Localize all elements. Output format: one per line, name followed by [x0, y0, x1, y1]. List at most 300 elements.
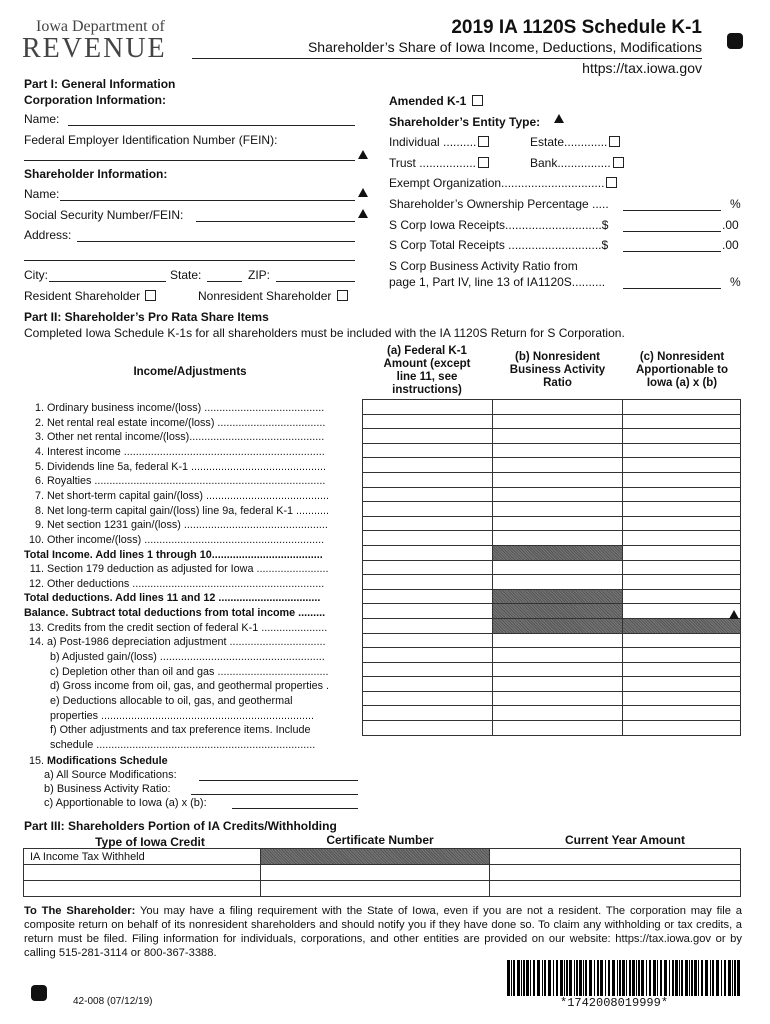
line-text: f) Other adjustments and tax preference items. Include	[47, 724, 311, 737]
income-line-label	[24, 401, 358, 415]
table-row	[363, 604, 741, 619]
shareholder-info-heading: Shareholder Information:	[24, 167, 168, 181]
barcode-bar	[653, 960, 656, 996]
amount-cell[interactable]	[363, 633, 493, 648]
shaded-cell	[492, 604, 623, 619]
ssn-field[interactable]	[196, 221, 355, 222]
col-a-line: Amount (except	[383, 358, 471, 370]
barcode	[507, 960, 741, 996]
amount-cell[interactable]	[623, 691, 741, 706]
income-line-label	[24, 533, 358, 547]
credit-type-cell[interactable]	[24, 865, 261, 881]
barcode-bar	[576, 960, 578, 996]
income-line-label	[24, 445, 358, 459]
income-line-label	[24, 723, 358, 737]
line-text: properties .......................................................................	[47, 709, 314, 722]
barcode-bar	[594, 960, 595, 996]
income-line-label	[24, 679, 358, 693]
ssn-label: Social Security Number/FEIN:	[24, 208, 184, 222]
amount-cell[interactable]	[363, 662, 493, 677]
line-number: 5.	[34, 460, 44, 473]
line-text: Royalties .............................................................................	[47, 475, 326, 488]
amount-cell[interactable]	[492, 458, 623, 473]
table-row	[363, 516, 741, 531]
table-row	[363, 545, 741, 560]
line-text: Interest income ...................................................................	[47, 445, 325, 458]
barcode-bar	[564, 960, 565, 996]
amount-cell[interactable]	[623, 662, 741, 677]
line-number: 3.	[34, 431, 44, 444]
exempt-checkbox[interactable]	[606, 177, 617, 188]
col-type-header: Type of Iowa Credit	[95, 835, 205, 849]
barcode-bar	[523, 960, 525, 996]
line-number: 1.	[34, 402, 44, 414]
part2-title: Part II: Shareholder’s Pro Rata Share Items	[24, 310, 269, 324]
shaded-cell	[492, 545, 623, 560]
amount-cell[interactable]	[492, 691, 623, 706]
table-row	[363, 633, 741, 648]
line-number: 13.	[28, 621, 44, 634]
notice-label: To The Shareholder:	[24, 905, 136, 917]
mod-c-label: c) Apportionable to Iowa (a) x (b):	[44, 797, 207, 809]
ratio-field[interactable]	[623, 288, 721, 289]
amount-cell[interactable]	[623, 633, 741, 648]
table-row	[363, 502, 741, 517]
certificate-cell[interactable]	[260, 881, 490, 897]
title-rule	[192, 58, 702, 59]
form-subtitle: Shareholder’s Share of Iowa Income, Deductions, Modifications	[307, 39, 702, 55]
amount-cell[interactable]	[623, 706, 741, 721]
barcode-text: *1742008019999*	[560, 996, 669, 1010]
amount-cell[interactable]	[490, 849, 741, 865]
table-row	[363, 487, 741, 502]
amount-cell[interactable]	[363, 545, 493, 560]
income-line-label	[24, 460, 358, 474]
amount-cell[interactable]	[363, 604, 493, 619]
income-line-label	[24, 635, 358, 649]
corp-info-heading: Corporation Information:	[24, 93, 166, 107]
table-row	[24, 865, 741, 881]
barcode-bar	[669, 960, 670, 996]
amount-cell[interactable]	[363, 429, 493, 444]
amount-cell[interactable]	[492, 487, 623, 502]
col-b-line: (b) Nonresident	[515, 351, 600, 363]
amount-cell[interactable]	[363, 487, 493, 502]
line-number: 2.	[34, 416, 44, 429]
part3-title: Part III: Shareholders Portion of IA Credits/Withholding	[24, 819, 337, 833]
amount-cell[interactable]	[492, 531, 623, 546]
barcode-bar	[569, 960, 572, 996]
col-b-line: Ratio	[543, 377, 572, 389]
agency-name-big: REVENUE	[22, 33, 167, 64]
barcode-bar	[694, 960, 697, 996]
state-label: State:	[170, 268, 202, 282]
line-text: Net rental real estate income/(loss) ....................................	[47, 416, 326, 429]
amount-cell[interactable]	[492, 400, 623, 415]
barcode-bar	[553, 960, 554, 996]
table-row	[363, 458, 741, 473]
barcode-bar	[632, 960, 635, 996]
entity-exempt[interactable]	[389, 176, 617, 190]
amount-cell[interactable]	[492, 633, 623, 648]
amount-cell[interactable]	[492, 677, 623, 692]
shaded-cell	[623, 618, 741, 633]
line-text: Net long-term capital gain/(loss) line 9a, federal K-1 ...........	[47, 504, 330, 517]
income-line-label	[24, 416, 358, 430]
col-b-line: Business Activity	[509, 364, 606, 376]
part1-title: Part I: General Information	[24, 77, 176, 91]
barcode-bar	[574, 960, 575, 996]
amount-cell[interactable]	[363, 531, 493, 546]
credit-type-text: IA Income Tax Withheld	[30, 850, 145, 863]
table-row	[363, 472, 741, 487]
mod-title	[24, 754, 358, 768]
amount-cell[interactable]	[623, 472, 741, 487]
amount-cell[interactable]	[623, 487, 741, 502]
amount-cell[interactable]	[492, 516, 623, 531]
amount-cell[interactable]	[492, 429, 623, 444]
state-field[interactable]	[207, 281, 242, 282]
barcode-bar	[542, 960, 543, 996]
line-text: Net section 1231 gain/(loss) ................................................	[47, 519, 328, 532]
barcode-bar	[638, 960, 640, 996]
barcode-bar	[712, 960, 714, 996]
amount-cell[interactable]	[363, 648, 493, 663]
sh-name-field[interactable]	[60, 200, 355, 201]
income-line-label	[24, 738, 358, 752]
barcode-bar	[517, 960, 520, 996]
col-cert-header: Certificate Number	[326, 833, 434, 847]
barcode-bar	[675, 960, 678, 996]
barcode-bar	[734, 960, 736, 996]
amount-cell[interactable]	[363, 443, 493, 458]
barcode-bar	[617, 960, 618, 996]
ratio-unit: %	[730, 275, 741, 289]
barcode-bar	[530, 960, 531, 996]
barcode-bar	[619, 960, 621, 996]
nonresident-option[interactable]	[198, 289, 348, 303]
mod-b-field[interactable]	[191, 794, 358, 795]
amount-cell[interactable]	[363, 706, 493, 721]
table-row	[363, 429, 741, 444]
ownership-unit: %	[730, 197, 741, 211]
income-line-label	[24, 548, 358, 562]
zip-label: ZIP:	[248, 268, 271, 282]
table-row	[363, 589, 741, 604]
table-row	[363, 691, 741, 706]
barcode-bar	[605, 960, 606, 996]
mod-b-label: b) Business Activity Ratio:	[44, 783, 171, 795]
col-c-line: Apportionable to	[636, 364, 728, 376]
shareholder-notice	[24, 904, 742, 960]
amount-cell[interactable]	[363, 414, 493, 429]
income-line-label	[24, 562, 358, 576]
line-number: 8.	[34, 504, 44, 517]
line-number: 7.	[34, 489, 44, 502]
certificate-cell[interactable]	[260, 865, 490, 881]
amount-cell[interactable]	[623, 400, 741, 415]
amount-cell[interactable]	[623, 545, 741, 560]
estate-checkbox[interactable]	[609, 136, 620, 147]
line-text: schedule .........................................................................	[47, 738, 316, 751]
table-row	[363, 560, 741, 575]
barcode-bar	[589, 960, 592, 996]
barcode-bar	[721, 960, 722, 996]
barcode-bar	[636, 960, 637, 996]
amount-cell[interactable]	[492, 443, 623, 458]
part2-note: Completed Iowa Schedule K-1s for all shareholders must be included with the IA 1120S Return for S Corporation.	[24, 326, 625, 340]
warning-triangle-icon	[729, 610, 739, 619]
total-receipts-field[interactable]	[623, 251, 721, 252]
line-number: 9.	[34, 519, 44, 532]
barcode-bar	[679, 960, 680, 996]
line-text: c) Depletion other than oil and gas .....................................	[47, 665, 329, 678]
line-text: Dividends line 5a, federal K-1 .............................................	[47, 460, 327, 473]
amount-cell[interactable]	[363, 560, 493, 575]
amount-cell[interactable]	[363, 589, 493, 604]
income-line-label	[24, 474, 358, 488]
barcode-bar	[737, 960, 740, 996]
iowa-receipts-label: S Corp Iowa Receipts.............................$	[389, 218, 609, 232]
fein-field[interactable]	[24, 160, 355, 161]
barcode-bar	[548, 960, 551, 996]
amount-cell[interactable]	[623, 560, 741, 575]
amount-cell[interactable]	[490, 865, 741, 881]
barcode-bar	[691, 960, 693, 996]
amount-cell[interactable]	[492, 575, 623, 590]
table-row	[24, 849, 741, 865]
amount-cell[interactable]	[623, 516, 741, 531]
iowa-receipts-field[interactable]	[623, 231, 721, 232]
barcode-bar	[511, 960, 512, 996]
income-line-label	[24, 694, 358, 708]
amount-cell[interactable]	[492, 662, 623, 677]
amount-cell[interactable]	[623, 502, 741, 517]
line-text: d) Gross income from oil, gas, and geothermal properties .	[47, 680, 330, 693]
entity-individual[interactable]	[389, 135, 489, 149]
amount-cell[interactable]	[623, 443, 741, 458]
line-number: 10.	[28, 533, 44, 546]
barcode-bar	[544, 960, 546, 996]
barcode-bar	[533, 960, 535, 996]
col-a-line: (a) Federal K-1	[387, 345, 467, 357]
amount-cell[interactable]	[492, 472, 623, 487]
barcode-bar	[585, 960, 587, 996]
corp-name-label: Name:	[24, 112, 60, 126]
entity-bank[interactable]	[530, 156, 624, 170]
line-number: 11.	[29, 563, 44, 576]
amended-label: Amended K-1	[389, 94, 467, 108]
income-line-label	[24, 621, 358, 635]
income-line-label	[24, 591, 358, 605]
table-row	[363, 575, 741, 590]
barcode-bar	[583, 960, 584, 996]
col-b-header	[492, 351, 623, 390]
line-text: Ordinary business income/(loss) ........................................	[47, 402, 325, 414]
trust-checkbox[interactable]	[478, 157, 489, 168]
col-c-line: (c) Nonresident	[639, 351, 725, 363]
amount-cell[interactable]	[363, 721, 493, 736]
resident-checkbox[interactable]	[145, 290, 156, 301]
col-income-header: Income/Adjustments	[133, 366, 247, 378]
warning-triangle-icon	[554, 114, 564, 123]
line-text: Credits from the credit section of federal K-1 ......................	[47, 621, 328, 634]
amount-cell[interactable]	[492, 414, 623, 429]
barcode-bar	[513, 960, 515, 996]
barcode-bar	[597, 960, 599, 996]
barcode-bar	[701, 960, 703, 996]
amount-cell[interactable]	[363, 400, 493, 415]
address-field-1[interactable]	[77, 241, 355, 242]
barcode-bar	[646, 960, 647, 996]
address-label: Address:	[24, 228, 72, 242]
barcode-bar	[716, 960, 719, 996]
individual-checkbox[interactable]	[478, 136, 489, 147]
barcode-bar	[608, 960, 610, 996]
certificate-cell-shaded	[260, 849, 490, 865]
form-number: 42-008 (07/12/19)	[73, 996, 153, 1007]
fein-label: Federal Employer Identification Number (FEIN):	[24, 133, 278, 147]
entity-estate[interactable]	[530, 135, 620, 149]
barcode-bar	[507, 960, 510, 996]
barcode-bar	[698, 960, 699, 996]
barcode-bar	[556, 960, 558, 996]
amount-cell[interactable]	[492, 706, 623, 721]
credit-type-cell[interactable]	[24, 881, 261, 897]
exempt-label: Exempt Organization...............................	[389, 176, 605, 190]
resident-label: Resident Shareholder	[24, 289, 141, 303]
individual-label: Individual ..........	[389, 135, 477, 149]
total-receipts-cents: .00	[722, 238, 739, 252]
table-row	[363, 706, 741, 721]
amount-cell[interactable]	[492, 721, 623, 736]
website: https://tax.iowa.gov	[582, 60, 702, 76]
ratio-label-2: page 1, Part IV, line 13 of IA1120S..........	[389, 275, 606, 289]
line-text: e) Deductions allocable to oil, gas, and geothermal	[47, 695, 293, 707]
amount-cell[interactable]	[623, 531, 741, 546]
line-number: 4.	[34, 445, 44, 458]
barcode-bar	[710, 960, 711, 996]
line-text: Balance. Subtract total deductions from total income .........	[24, 607, 326, 620]
col-amount-header: Current Year Amount	[564, 833, 686, 847]
barcode-bar	[657, 960, 658, 996]
barcode-bar	[526, 960, 529, 996]
amount-cell[interactable]	[623, 604, 741, 619]
table-row	[363, 721, 741, 736]
ownership-field[interactable]	[623, 210, 721, 211]
barcode-bar	[660, 960, 662, 996]
address-field-2[interactable]	[24, 260, 355, 261]
income-line-label	[24, 606, 358, 620]
amount-cell[interactable]	[623, 648, 741, 663]
amount-cell[interactable]	[363, 472, 493, 487]
line-text: Other income/(loss) ............................................................	[47, 533, 325, 546]
trust-label: Trust .................	[389, 156, 476, 170]
amount-cell[interactable]	[623, 458, 741, 473]
col-a-header	[362, 345, 492, 397]
income-line-label	[24, 504, 358, 518]
ratio-label-1: S Corp Business Activity Ratio from	[389, 259, 578, 273]
total-receipts-label: S Corp Total Receipts ............................$	[389, 238, 609, 252]
amount-cell[interactable]	[363, 618, 493, 633]
mod-a-field[interactable]	[199, 780, 358, 781]
zip-field[interactable]	[276, 281, 355, 282]
nonresident-checkbox[interactable]	[337, 290, 348, 301]
line-text: Other deductions ................................................................	[47, 577, 325, 590]
barcode-bar	[649, 960, 651, 996]
amount-cell[interactable]	[623, 575, 741, 590]
amount-cell[interactable]	[623, 414, 741, 429]
barcode-bar	[681, 960, 683, 996]
amount-cell[interactable]	[490, 881, 741, 897]
bank-checkbox[interactable]	[613, 157, 624, 168]
warning-triangle-icon	[358, 209, 368, 218]
amount-cell[interactable]	[623, 429, 741, 444]
amount-cell[interactable]	[623, 677, 741, 692]
line-text: a) Post-1986 depreciation adjustment ................................	[47, 636, 326, 649]
amount-cell[interactable]	[363, 677, 493, 692]
col-a-line: line 11, see	[396, 371, 458, 383]
resident-option[interactable]	[24, 289, 156, 303]
credit-type-cell[interactable]	[24, 849, 261, 865]
line-text: b) Adjusted gain/(loss) .......................................................	[47, 651, 325, 664]
barcode-bar	[705, 960, 708, 996]
income-line-label	[24, 709, 358, 723]
amount-cell[interactable]	[363, 691, 493, 706]
amount-cell[interactable]	[492, 648, 623, 663]
amount-cell[interactable]	[492, 502, 623, 517]
bank-label: Bank................	[530, 156, 611, 170]
line-number: 6.	[34, 475, 44, 488]
notice-text: You may have a filing requirement with the State of Iowa, even if you are not a resident. The corporation may file a composite return on behalf of its nonresident shareholders and should notify you if they have done so. To claim any withholding or tax credits, a return must be filed. Filing information for individuals, corporations, and other entities are provided on our website: https://tax.iowa.gov or by calling 515-281-3114 or 800-367-3388.	[24, 905, 743, 959]
barcode-bar	[629, 960, 631, 996]
table-row	[363, 648, 741, 663]
line-text: Total deductions. Add lines 11 and 12 ..................................	[24, 592, 321, 605]
table-row	[363, 677, 741, 692]
amount-cell[interactable]	[623, 589, 741, 604]
iowa-receipts-cents: .00	[722, 218, 739, 232]
city-field[interactable]	[49, 281, 166, 282]
barcode-bar	[732, 960, 733, 996]
amount-cell[interactable]	[363, 575, 493, 590]
amount-cell[interactable]	[363, 502, 493, 517]
income-line-label	[24, 650, 358, 664]
barcode-bar	[664, 960, 667, 996]
barcode-bar	[560, 960, 563, 996]
col-c-line: Iowa (a) x (b)	[646, 377, 718, 389]
amount-cell[interactable]	[363, 516, 493, 531]
col-c-header	[623, 351, 741, 390]
line-text: Net short-term capital gain/(loss) .........................................	[47, 489, 329, 502]
barcode-bar	[672, 960, 674, 996]
amount-cell[interactable]	[492, 560, 623, 575]
corp-name-field[interactable]	[68, 125, 355, 126]
amount-cell[interactable]	[363, 458, 493, 473]
mod-c-field[interactable]	[232, 808, 358, 809]
amended-checkbox[interactable]	[472, 95, 483, 106]
table-row	[24, 881, 741, 897]
line-number: 12.	[28, 577, 44, 590]
shaded-cell	[492, 618, 623, 633]
barcode-bar	[685, 960, 688, 996]
mod-title-text: Modifications Schedule	[47, 755, 168, 767]
amount-cell[interactable]	[623, 721, 741, 736]
income-line-label	[24, 430, 358, 444]
barcode-bar	[626, 960, 627, 996]
amended-option[interactable]	[389, 94, 483, 108]
mod-a-label: a) All Source Modifications:	[44, 769, 177, 781]
entity-trust[interactable]	[389, 156, 489, 170]
